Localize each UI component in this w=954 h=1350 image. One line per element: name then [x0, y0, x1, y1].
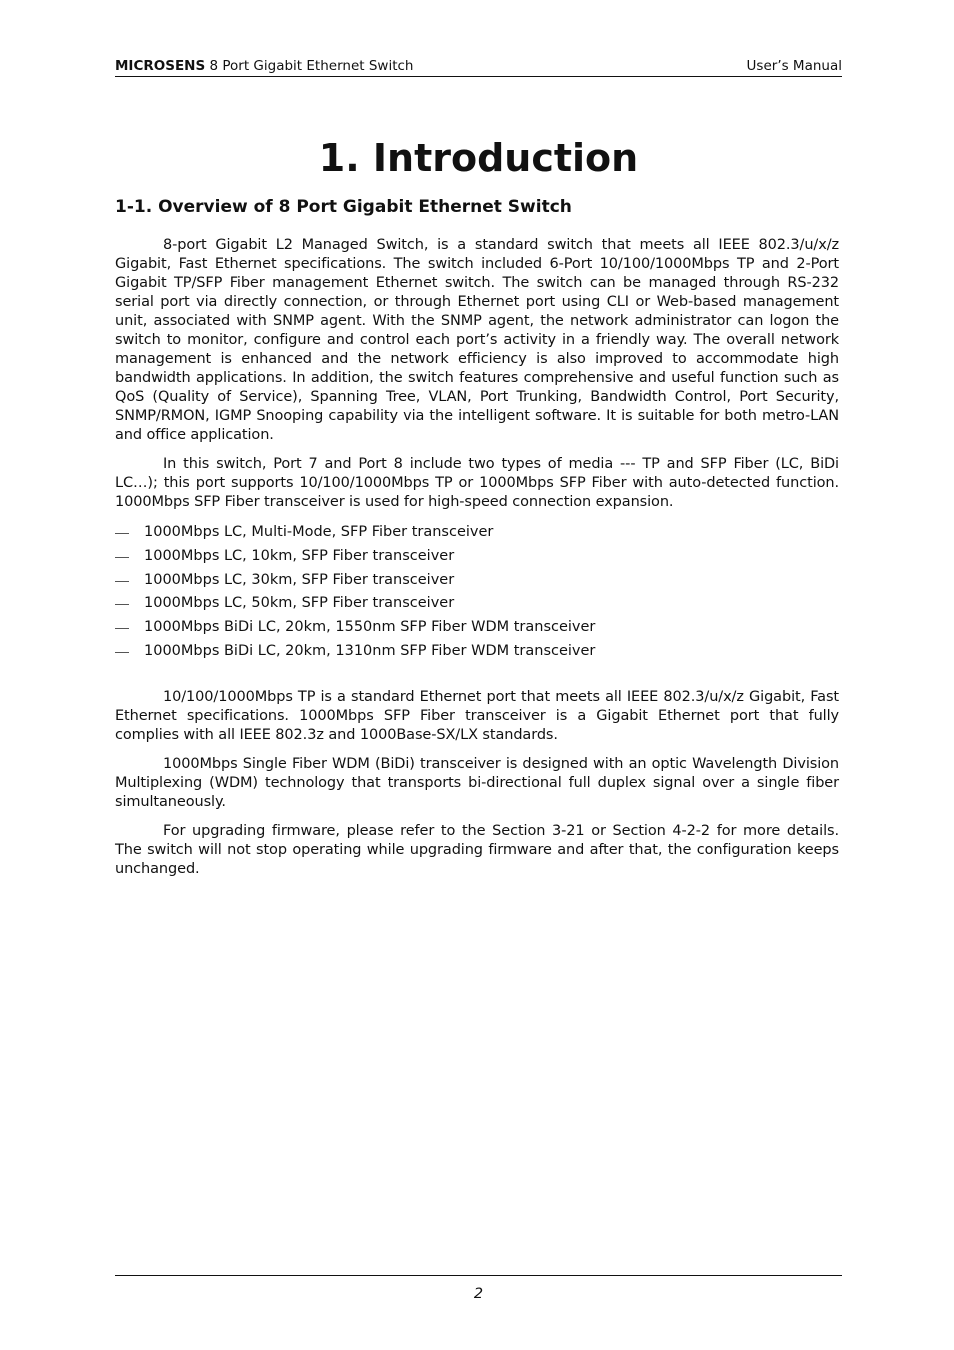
paragraph-text: In this switch, Port 7 and Port 8 include two types of media --- TP and SFP Fiber (LC, BiDi LC…); this port supports 10/100/1000Mbps TP or 1000Mbps SFP Fiber with auto-detected function. 1000Mbps SFP Fiber transceiver is used for high-speed connection expansion. — [115, 456, 839, 510]
list-item-text: 1000Mbps BiDi LC, 20km, 1310nm SFP Fiber WDM transceiver — [144, 642, 596, 659]
list-item-text: 1000Mbps LC, Multi-Mode, SFP Fiber transceiver — [144, 524, 494, 540]
paragraph-text: 10/100/1000Mbps TP is a standard Ethernet port that meets all IEEE 802.3/u/x/z Gigabit, Fast Ethernet specifications. 1000Mbps SFP Fiber transceiver is a Gigabit Ethernet port that fully complies with all IEEE 802.3z and 1000Base-SX/LX standards. — [115, 689, 839, 743]
paragraph-text: 1000Mbps Single Fiber WDM (BiDi) transceiver is designed with an optic Wavelength Division Multiplexing (WDM) technology that transports bi-directional full duplex signal over a single fiber simultaneously. — [115, 756, 839, 810]
list-item-text: 1000Mbps LC, 50km, SFP Fiber transceiver — [144, 595, 455, 612]
dash-bullet-icon — [115, 652, 129, 653]
paragraph-tp-port — [115, 688, 839, 745]
paragraph-firmware — [115, 822, 839, 879]
dash-bullet-icon — [115, 628, 129, 629]
dash-bullet-icon — [115, 604, 129, 605]
paragraph-text: For upgrading firmware, please refer to the Section 3-21 or Section 4-2-2 for more details. The switch will not stop operating while upgrading firmware and after that, the configuration keeps unchanged. — [115, 823, 839, 877]
header-product: 8 Port Gigabit Ethernet Switch — [205, 58, 414, 74]
paragraph-ports — [115, 455, 839, 512]
header-left — [115, 56, 413, 76]
list-item-text: 1000Mbps BiDi LC, 20km, 1550nm SFP Fiber WDM transceiver — [144, 619, 596, 636]
footer-rule — [115, 1275, 842, 1276]
list-item-text: 1000Mbps LC, 30km, SFP Fiber transceiver — [144, 571, 455, 588]
list-item — [115, 545, 839, 569]
section-title: 1-1. Overview of 8 Port Gigabit Ethernet Switch — [115, 197, 572, 217]
dash-bullet-icon — [115, 533, 129, 534]
paragraph-text: 8-port Gigabit L2 Managed Switch, is a standard switch that meets all IEEE 802.3/u/x/z Gigabit, Fast Ethernet specifications. The switch included 6-Port 10/100/1000Mbps TP and 2-Port Gigabit TP/SFP Fiber management Ethernet switch. The switch can be managed through RS-232 serial port via directly connection, or through Ethernet port using CLI or Web-based management unit, associated with SNMP agent. With the SNMP agent, the network administrator can logon the switch to monitor, configure and control each port’s activity in a friendly way. The overall network management is enhanced and the network efficiency is also improved to accommodate high bandwidth applications. In addition, the switch features comprehensive and useful function such as QoS (Quality of Service), Spanning Tree, VLAN, Port Trunking, Bandwidth Control, Port Security, SNMP/RMON, IGMP Snooping capability via the intelligent software. It is suitable for both metro-LAN and office application. — [115, 237, 839, 443]
header-brand: MICROSENS — [115, 58, 206, 74]
list-item — [115, 521, 839, 545]
paragraph-overview — [115, 236, 839, 445]
list-item-text: 1000Mbps LC, 10km, SFP Fiber transceiver — [144, 547, 455, 564]
list-item — [115, 616, 839, 640]
header-doc-type: User’s Manual — [746, 58, 842, 74]
chapter-title: 1. Introduction — [318, 136, 639, 180]
list-item — [115, 640, 839, 664]
dash-bullet-icon — [115, 557, 129, 558]
transceiver-list — [115, 521, 839, 664]
page-number: 2 — [473, 1286, 484, 1302]
list-item — [115, 592, 839, 616]
page-header — [115, 56, 842, 77]
list-item — [115, 569, 839, 593]
dash-bullet-icon — [115, 581, 129, 582]
paragraph-bidi — [115, 755, 839, 812]
